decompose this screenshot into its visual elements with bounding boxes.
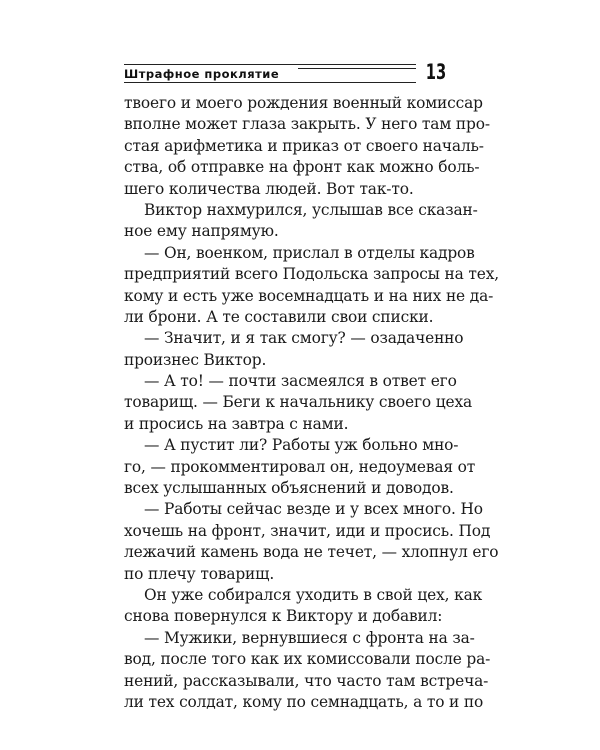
text-line: Он уже собирался уходить в свой цех, как [144, 585, 483, 604]
text-line: лежачий камень вода не течет, — хлопнул его [124, 543, 499, 562]
running-head [124, 60, 446, 90]
text-line: — Значит, и я так смогу? — озадаченно [144, 329, 464, 348]
text-line: товарищ. — Беги к начальнику своего цеха [124, 393, 473, 412]
text-line: вод, после того как их комиссовали после ра- [124, 650, 491, 669]
text-line: — Мужики, вернувшиеся с фронта на за- [144, 628, 475, 647]
text-line: ное ему напрямую. [124, 222, 279, 241]
text-line: вполне может глаза закрыть. У него там про- [124, 115, 490, 134]
text-line: ли тех солдат, кому по семнадцать, а то и по [124, 692, 484, 711]
page-number: 13 [425, 60, 446, 84]
text-line: и просись на завтра с нами. [124, 414, 349, 433]
text-line: предприятий всего Подольска запросы на тех, [124, 265, 499, 284]
book-title: Штрафное проклятие [124, 67, 283, 81]
text-line: шего количества людей. Вот так-то. [124, 179, 414, 198]
text-line: ства, об отправке на фронт как можно боль- [124, 158, 480, 177]
text-line: кому и есть уже восемнадцать и на них не да- [124, 286, 494, 305]
text-line: — А пустит ли? Работы уж больно мно- [144, 436, 459, 455]
text-line: всех услышанных объяснений и доводов. [124, 479, 454, 498]
text-line: — Работы сейчас везде и у всех много. Но [144, 500, 483, 519]
body-text [124, 93, 499, 713]
text-line: ли брони. А те составили свои списки. [124, 307, 434, 326]
text-line: — А то! — почти засмеялся в ответ его [144, 372, 457, 391]
text-line: снова повернулся к Виктору и добавил: [124, 607, 443, 626]
text-line: хочешь на фронт, значит, иди и просись. Под [124, 521, 491, 540]
text-line: Виктор нахмурился, услышав все сказан- [144, 200, 478, 219]
text-line: стая арифметика и приказ от своего началь- [124, 136, 484, 155]
text-line: произнес Виктор. [124, 350, 267, 369]
text-line: твоего и моего рождения военный комиссар [124, 94, 483, 112]
text-line: — Он, военком, прислал в отделы кадров [144, 243, 475, 262]
header-rule-top [124, 64, 416, 65]
header-rule-bottom [124, 82, 416, 83]
text-line: нений, рассказывали, что часто там встреча- [124, 671, 489, 690]
header-rule-middle [298, 68, 416, 69]
text-line: по плечу товарищ. [124, 564, 275, 583]
text-line: го, — прокомментировал он, недоумевая от [124, 457, 476, 476]
